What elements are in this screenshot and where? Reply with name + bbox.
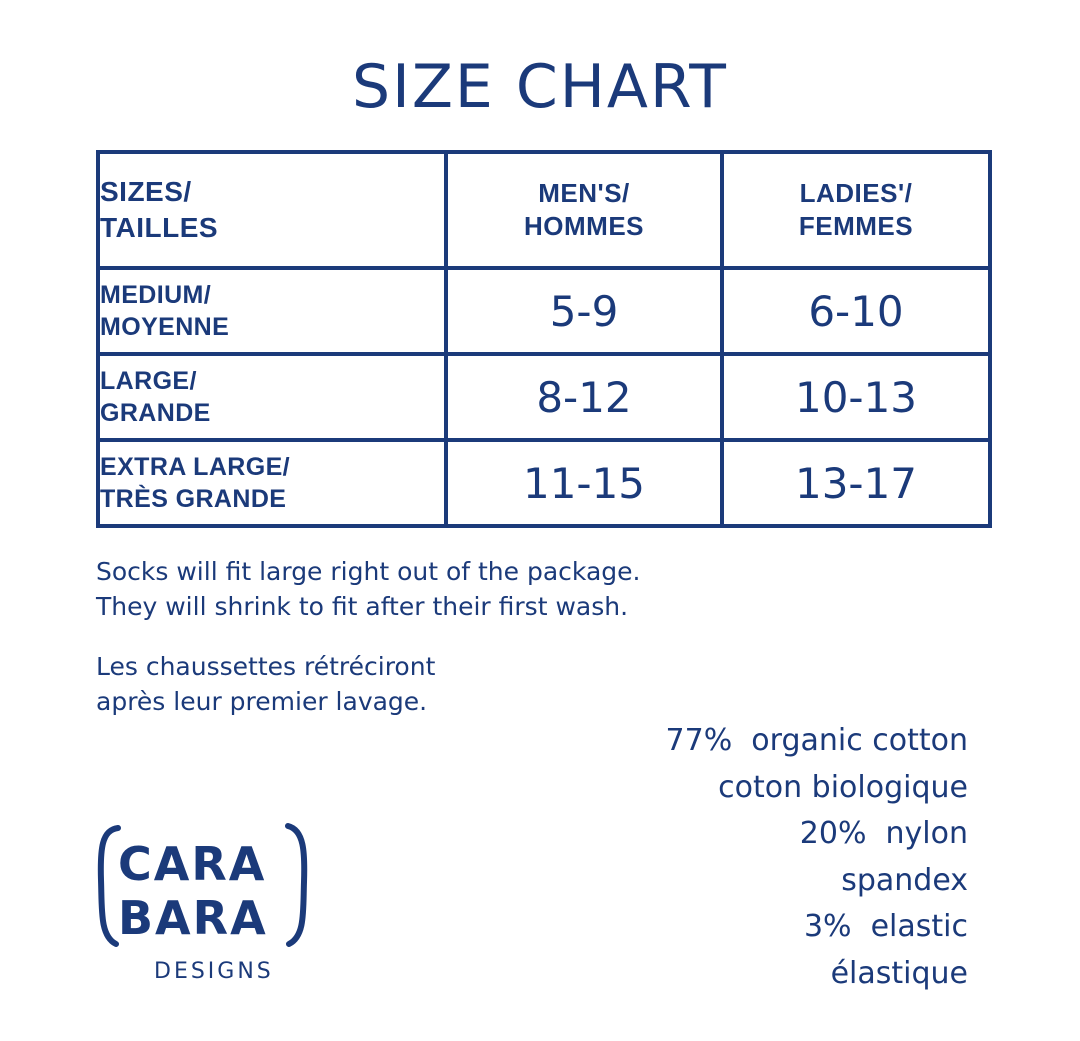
care-note-english-line2: They will shrink to fit after their first wash. xyxy=(96,591,629,621)
header-sizes xyxy=(98,152,446,268)
care-note-french-line1: Les chaussettes rétréciront xyxy=(96,652,436,681)
logo-line1: CARA xyxy=(118,837,267,891)
row-label-extra-large-line1: EXTRA LARGE/ xyxy=(100,452,290,481)
row-label-extra-large xyxy=(98,440,446,526)
row-extra-large-ladies-value: 13-17 xyxy=(722,440,990,526)
header-ladies-line2: FEMMES xyxy=(798,211,914,241)
logo-line3: DESIGNS xyxy=(154,959,274,984)
header-mens-line1: MEN'S/ xyxy=(538,177,630,208)
brand-logo xyxy=(92,818,322,993)
composition-line-6: élastique xyxy=(830,955,968,991)
page-title: SIZE CHART xyxy=(352,52,728,122)
row-label-large xyxy=(98,354,446,440)
row-label-large-line2: GRANDE xyxy=(100,399,211,427)
row-label-medium-line1: MEDIUM/ xyxy=(100,280,212,309)
care-note-french xyxy=(96,650,716,719)
row-medium-mens-value: 5-9 xyxy=(446,268,722,354)
composition-line-1: 77% organic cotton xyxy=(665,723,968,758)
composition-line-4: spandex xyxy=(841,862,968,898)
composition-line-5: 3% elastic xyxy=(803,909,968,944)
size-table-container xyxy=(96,150,976,528)
care-note-english-line1: Socks will fit large right out of the package. xyxy=(96,557,641,586)
header-mens xyxy=(446,152,722,268)
material-composition xyxy=(508,718,968,997)
row-label-medium-line2: MOYENNE xyxy=(100,313,230,341)
header-sizes-line2: TAILLES xyxy=(100,212,219,243)
row-medium-ladies-value: 6-10 xyxy=(722,268,990,354)
row-label-large-line1: LARGE/ xyxy=(100,366,197,395)
logo-line2: BARA xyxy=(118,891,268,945)
row-label-extra-large-line2: TRÈS GRANDE xyxy=(100,485,287,513)
row-extra-large-mens-value: 11-15 xyxy=(446,440,722,526)
table-row xyxy=(98,354,990,440)
composition-line-2: coton biologique xyxy=(718,769,968,805)
table-row xyxy=(98,268,990,354)
size-table xyxy=(96,150,992,528)
care-notes xyxy=(96,555,716,719)
header-mens-line2: HOMMES xyxy=(524,211,644,241)
row-large-mens-value: 8-12 xyxy=(446,354,722,440)
row-label-medium xyxy=(98,268,446,354)
row-large-ladies-value: 10-13 xyxy=(722,354,990,440)
care-note-french-line2: après leur premier lavage. xyxy=(96,686,428,716)
header-ladies-line1: LADIES'/ xyxy=(799,177,913,208)
composition-line-3: 20% nylon xyxy=(799,816,968,851)
care-note-english xyxy=(96,555,716,624)
header-sizes-line1: SIZES/ xyxy=(100,176,192,208)
carabara-designs-logo-icon xyxy=(92,818,322,993)
table-row xyxy=(98,440,990,526)
header-ladies xyxy=(722,152,990,268)
table-header-row xyxy=(98,152,990,268)
